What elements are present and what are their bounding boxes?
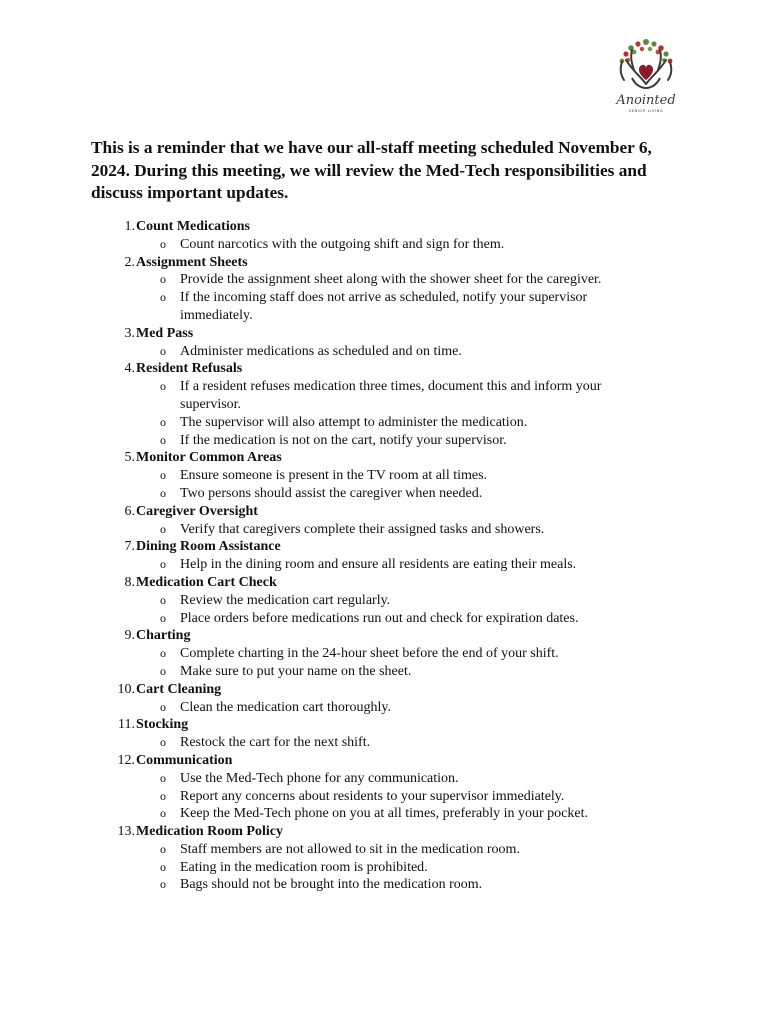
list-item [92, 503, 692, 539]
step-detail-text: If the medication is not on the cart, notify your supervisor. [180, 432, 507, 448]
bullet-icon: o [160, 663, 166, 678]
step-detail-item [92, 485, 692, 503]
step-detail-item [92, 467, 692, 485]
step-detail-text: Report any concerns about residents to your supervisor immediately. [180, 788, 565, 804]
step-detail-text: Restock the cart for the next shift. [180, 735, 371, 751]
step-detail-text: Help in the dining room and ensure all residents are eating their meals. [180, 557, 577, 573]
step-title: Assignment Sheets [136, 254, 248, 270]
step-detail-item [92, 414, 692, 432]
step-detail-text: Count narcotics with the outgoing shift and sign for them. [180, 236, 505, 252]
bullet-icon: o [160, 432, 166, 447]
step-detail-item [92, 770, 692, 788]
step-number: 1. [124, 219, 135, 234]
step-detail-item [92, 556, 692, 574]
step-details [92, 521, 692, 539]
step-detail-item [92, 876, 692, 894]
step-number: 13. [117, 824, 135, 840]
step-detail-text: If a resident refuses medication three times, document this and inform your supervisor. [180, 379, 602, 412]
step-details [92, 378, 692, 449]
step-title: Count Medications [136, 219, 250, 234]
step-detail-item [92, 663, 692, 681]
step-detail-text: Two persons should assist the caregiver when needed. [180, 485, 483, 501]
bullet-icon: o [160, 610, 166, 625]
step-number: 10. [117, 681, 135, 697]
step-detail-text: If the incoming staff does not arrive as scheduled, notify your supervisor immediately. [180, 290, 588, 323]
step-details [92, 699, 692, 717]
step-title: Caregiver Oversight [136, 503, 258, 519]
step-detail-text: Ensure someone is present in the TV room at all times. [180, 468, 488, 484]
step-title: Communication [136, 752, 233, 768]
bullet-icon: o [160, 290, 166, 305]
bullet-icon: o [160, 877, 166, 892]
step-title: Medication Room Policy [136, 824, 283, 840]
bullet-icon: o [160, 557, 166, 572]
step-detail-text: Keep the Med-Tech phone on you at all times, preferably in your pocket. [180, 806, 588, 822]
logo-wordmark: Anointed [616, 93, 676, 108]
step-number: 7. [124, 539, 135, 555]
step-title: Resident Refusals [136, 361, 243, 377]
step-detail-text: Eating in the medication room is prohibited. [180, 859, 428, 875]
step-detail-text: Clean the medication cart thoroughly. [180, 699, 391, 715]
step-detail-text: Verify that caregivers complete their assigned tasks and showers. [180, 521, 545, 537]
step-detail-text: The supervisor will also attempt to administer the medication. [180, 414, 528, 430]
list-item [92, 716, 692, 752]
step-detail-item [92, 645, 692, 663]
tree-heart-logo-icon [604, 34, 688, 118]
step-details [92, 343, 692, 361]
step-detail-item [92, 610, 692, 628]
step-details [92, 467, 692, 503]
step-number: 12. [117, 752, 135, 768]
step-detail-item [92, 236, 692, 254]
step-detail-item [92, 734, 692, 752]
step-heading [92, 449, 692, 467]
bullet-icon: o [160, 859, 166, 874]
step-detail-text: Review the medication cart regularly. [180, 592, 391, 608]
step-details [92, 770, 692, 823]
bullet-icon: o [160, 521, 166, 536]
logo-tagline: SENIOR LIVING [628, 109, 664, 113]
step-title: Monitor Common Areas [136, 450, 282, 466]
step-number: 4. [124, 361, 135, 377]
step-detail-text: Bags should not be brought into the medication room. [180, 877, 483, 893]
step-heading [92, 503, 692, 521]
step-heading [92, 574, 692, 592]
step-detail-item [92, 841, 692, 859]
step-details [92, 841, 692, 894]
step-detail-text: Provide the assignment sheet along with the shower sheet for the caregiver. [180, 272, 602, 288]
step-heading [92, 752, 692, 770]
step-details [92, 556, 692, 574]
step-detail-item [92, 592, 692, 610]
list-item [92, 449, 692, 502]
step-title: Cart Cleaning [136, 681, 222, 697]
step-detail-item [92, 378, 692, 414]
step-detail-text: Make sure to put your name on the sheet. [180, 663, 412, 679]
list-item [92, 752, 692, 823]
step-number: 9. [124, 628, 135, 644]
bullet-icon: o [160, 414, 166, 429]
step-detail-item [92, 271, 692, 289]
step-heading [92, 681, 692, 699]
step-details [92, 592, 692, 628]
step-number: 2. [124, 254, 135, 270]
bullet-icon: o [160, 770, 166, 785]
step-number: 11. [118, 717, 135, 733]
list-item [92, 325, 692, 361]
bullet-icon: o [160, 735, 166, 750]
list-item [92, 218, 692, 254]
step-details [92, 271, 692, 324]
step-detail-item [92, 521, 692, 539]
list-item [92, 538, 692, 574]
step-title: Dining Room Assistance [136, 539, 281, 555]
step-detail-item [92, 432, 692, 450]
step-title: Medication Cart Check [136, 574, 277, 590]
list-item [92, 574, 692, 627]
step-number: 8. [124, 574, 135, 590]
bullet-icon: o [160, 592, 166, 607]
bullet-icon: o [160, 699, 166, 714]
step-number: 5. [124, 450, 135, 466]
list-item [92, 823, 692, 894]
list-item [92, 627, 692, 680]
step-heading [92, 325, 692, 343]
logo-leaves [620, 39, 673, 63]
step-detail-item [92, 699, 692, 717]
responsibilities-list [92, 218, 692, 894]
step-details [92, 645, 692, 681]
step-detail-text: Staff members are not allowed to sit in the medication room. [180, 841, 520, 857]
step-heading [92, 627, 692, 645]
step-details [92, 734, 692, 752]
step-number: 6. [124, 503, 135, 519]
bullet-icon: o [160, 468, 166, 483]
step-heading [92, 538, 692, 556]
step-detail-item [92, 859, 692, 877]
step-heading [92, 360, 692, 378]
step-detail-text: Administer medications as scheduled and on time. [180, 343, 462, 359]
bullet-icon: o [160, 236, 166, 251]
bullet-icon: o [160, 646, 166, 661]
step-heading [92, 716, 692, 734]
step-heading [92, 218, 692, 236]
bullet-icon: o [160, 379, 166, 394]
step-heading [92, 254, 692, 272]
step-detail-text: Place orders before medications run out and check for expiration dates. [180, 610, 579, 626]
step-detail-item [92, 343, 692, 361]
step-detail-text: Complete charting in the 24-hour sheet before the end of your shift. [180, 646, 559, 662]
list-item [92, 360, 692, 449]
step-detail-text: Use the Med-Tech phone for any communication. [180, 770, 459, 786]
bullet-icon: o [160, 485, 166, 500]
bullet-icon: o [160, 272, 166, 287]
step-title: Med Pass [136, 325, 194, 341]
meeting-reminder-intro: This is a reminder that we have our all-staff meeting scheduled November 6, 2024. During this meeting, we will review the Med-Tech responsibilities and discuss important updates. [91, 138, 652, 202]
step-number: 3. [124, 325, 135, 341]
step-title: Stocking [136, 717, 189, 733]
company-logo [604, 34, 688, 118]
list-item [92, 254, 692, 325]
bullet-icon: o [160, 806, 166, 821]
step-details [92, 236, 692, 254]
step-detail-item [92, 289, 692, 325]
bullet-icon: o [160, 788, 166, 803]
step-detail-item [92, 788, 692, 806]
step-heading [92, 823, 692, 841]
step-title: Charting [136, 628, 191, 644]
list-item [92, 681, 692, 717]
bullet-icon: o [160, 841, 166, 856]
step-detail-item [92, 805, 692, 823]
bullet-icon: o [160, 343, 166, 358]
